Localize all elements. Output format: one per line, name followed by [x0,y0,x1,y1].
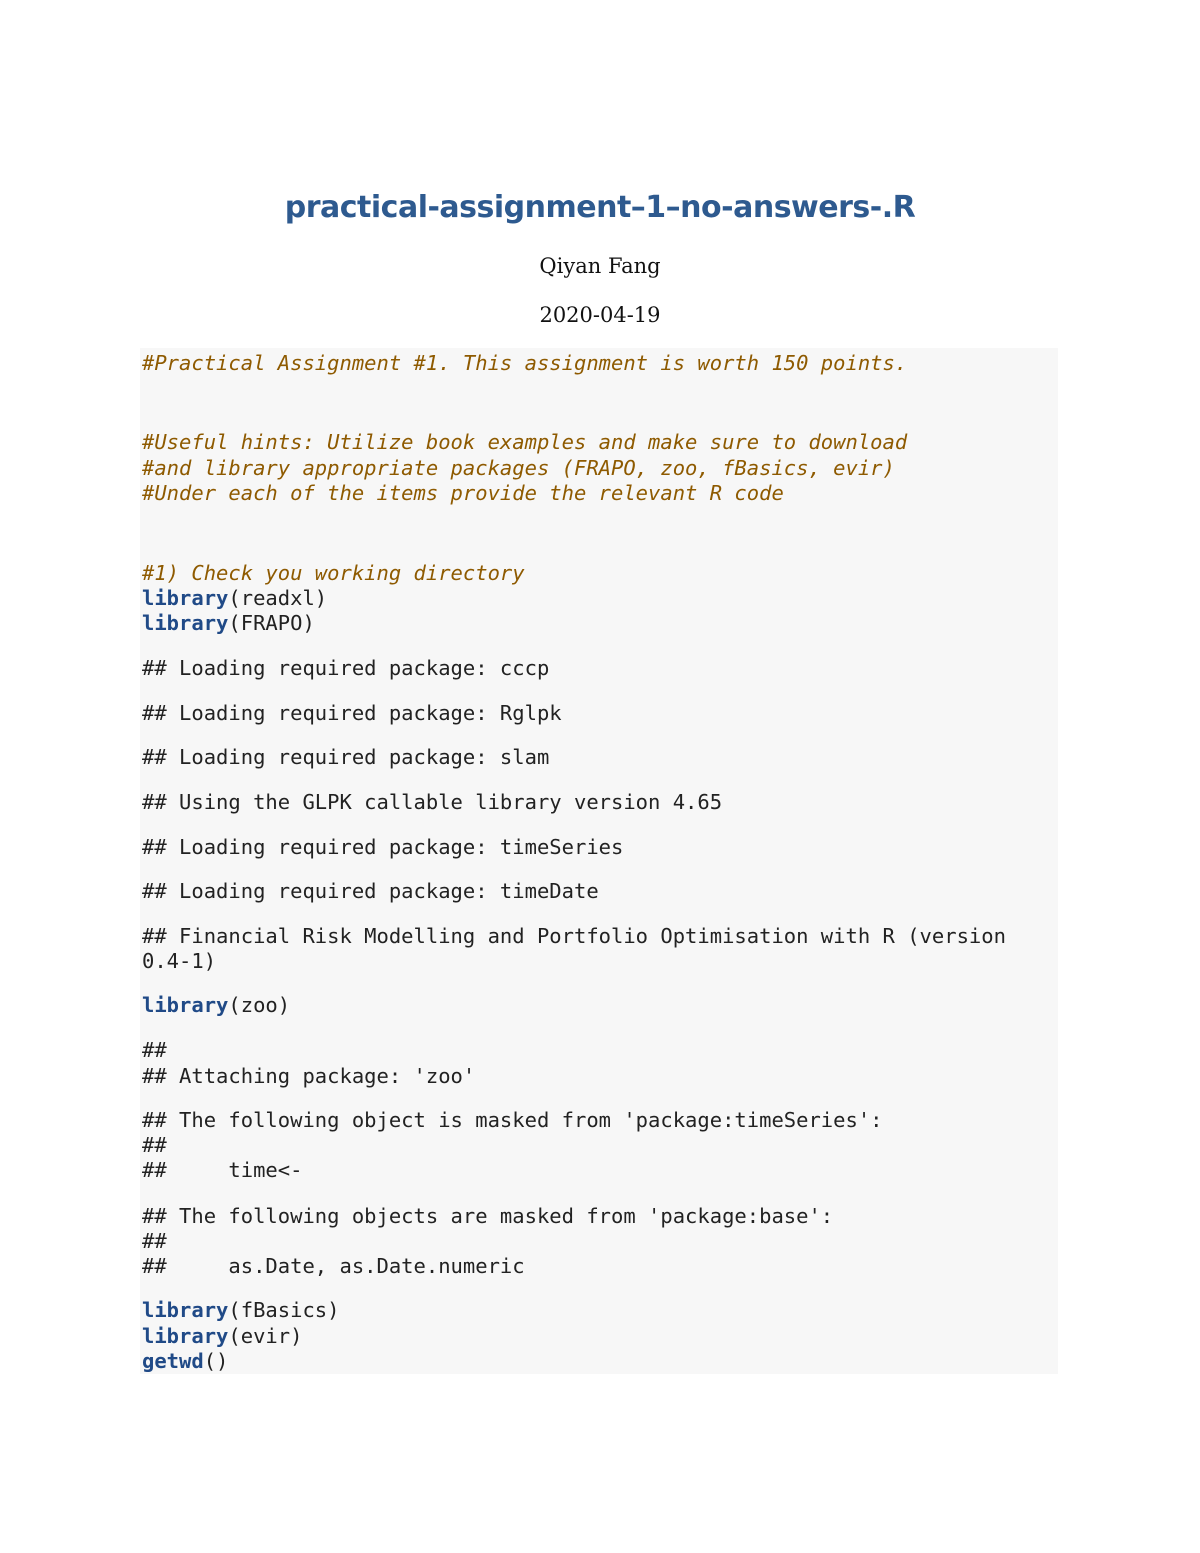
function-name: library [142,586,229,610]
code-line [142,1348,228,1374]
console-output: ## The following objects are masked from 'package:base': [142,1204,834,1228]
code-line [142,585,327,611]
code-comment: #Practical Assignment #1. This assignment is worth 150 points. [142,351,908,375]
function-args: (zoo) [228,993,291,1017]
code-comment: #and library appropriate packages (FRAPO, zoo, fBasics, evir) [142,456,895,480]
console-output: ## time<- [142,1158,303,1182]
function-args: () [203,1349,229,1373]
code-line [142,610,315,636]
console-output: ## Attaching package: 'zoo' [142,1064,476,1088]
console-output: ## [142,1133,167,1157]
console-output: ## Loading required package: timeSeries [142,835,624,859]
console-output: ## Loading required package: cccp [142,656,550,680]
console-output: ## as.Date, as.Date.numeric [142,1254,525,1278]
console-output: ## Loading required package: Rglpk [142,701,562,725]
console-output: ## Using the GLPK callable library version 4.65 [142,790,723,814]
code-line [142,992,290,1018]
console-output: ## Loading required package: timeDate [142,879,599,903]
function-args: (FRAPO) [228,611,315,635]
document-author: Qiyan Fang [539,254,661,278]
console-output: ## The following object is masked from 'package:timeSeries': [142,1108,883,1132]
function-name: library [142,993,229,1017]
function-name: getwd [142,1349,204,1373]
function-args: (evir) [228,1324,303,1348]
code-comment: #Under each of the items provide the relevant R code [142,481,784,505]
document-title: practical-assignment–1–no-answers-.R [284,190,916,225]
console-output: ## [142,1229,167,1253]
console-output: ## Financial Risk Modelling and Portfolio Optimisation with R (version [142,924,1006,948]
console-output: 0.4-1) [142,949,217,973]
code-line [142,1323,302,1349]
code-comment: #Useful hints: Utilize book examples and make sure to download [142,430,908,454]
code-line [142,1297,340,1323]
function-name: library [142,1324,229,1348]
function-name: library [142,611,229,635]
console-output: ## [142,1038,167,1062]
document-date: 2020-04-19 [539,303,661,327]
function-args: (fBasics) [228,1298,340,1322]
code-comment: #1) Check you working directory [142,561,525,585]
function-name: library [142,1298,229,1322]
function-args: (readxl) [228,586,328,610]
console-output: ## Loading required package: slam [142,745,550,769]
